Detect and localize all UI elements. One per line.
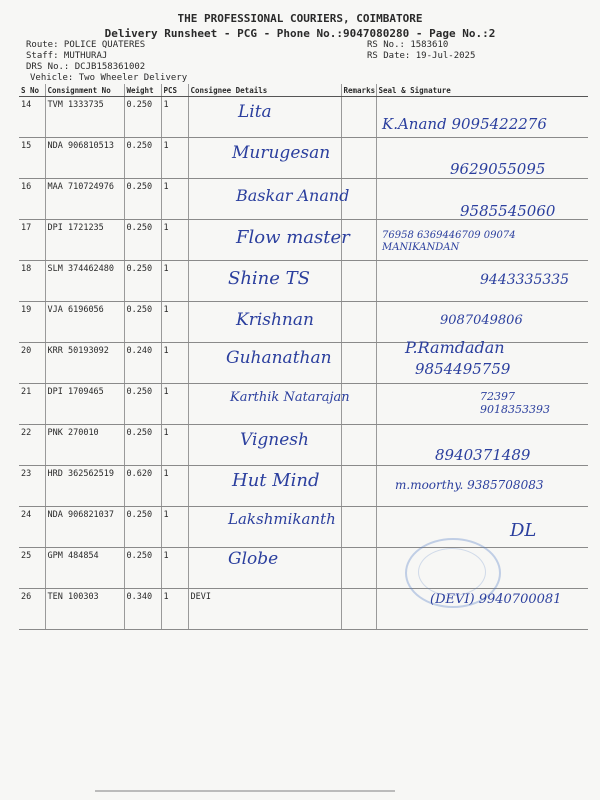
weight-cell: 0.250 <box>124 138 161 179</box>
pcs-cell: 1 <box>161 589 188 630</box>
handwritten-signature: 76958 6369446709 09074 MANIKANDAN <box>382 230 516 253</box>
sno-cell: 18 <box>19 261 45 302</box>
handwritten-name: Lita <box>238 102 272 122</box>
col-header-remarks: Remarks <box>341 84 376 97</box>
handwritten-name: Shine TS <box>228 268 310 289</box>
table-header-row <box>19 84 588 97</box>
remarks-cell <box>341 302 376 343</box>
meta-right <box>367 40 475 62</box>
weight-cell: 0.250 <box>124 220 161 261</box>
handwritten-signature: 9443335335 <box>480 272 570 288</box>
signature-cell <box>376 507 588 548</box>
consignment-cell: DPI 1709465 <box>45 384 124 425</box>
handwritten-signature: 8940371489 <box>435 446 531 464</box>
handwritten-signature: (DEVI) 9940700081 <box>430 592 562 607</box>
sno-cell: 26 <box>19 589 45 630</box>
company-title: THE PROFESSIONAL COURIERS, COIMBATORE <box>177 12 423 25</box>
handwritten-signature: K.Anand 9095422276 <box>382 115 547 133</box>
consignment-cell: TEN 100303 <box>45 589 124 630</box>
weight-cell: 0.250 <box>124 384 161 425</box>
col-header-signature: Seal & Signature <box>376 84 588 97</box>
handwritten-name: Guhanathan <box>226 348 332 368</box>
pcs-cell: 1 <box>161 507 188 548</box>
sno-cell: 25 <box>19 548 45 589</box>
vehicle-text: Vehicle: Two Wheeler Delivery <box>30 73 188 83</box>
col-header-pcs: PCS <box>161 84 188 97</box>
table-row <box>19 548 588 589</box>
staff-text: Staff: MUTHURAJ <box>26 51 108 61</box>
handwritten-signature: 9087049806 <box>440 313 523 328</box>
sno-cell: 24 <box>19 507 45 548</box>
remarks-cell <box>341 507 376 548</box>
consignment-cell: PNK 270010 <box>45 425 124 466</box>
handwritten-name: Karthik Natarajan <box>230 390 350 405</box>
handwritten-name: Flow master <box>236 227 350 248</box>
pcs-cell: 1 <box>161 548 188 589</box>
sno-cell: 22 <box>19 425 45 466</box>
consignment-cell: HRD 362562519 <box>45 466 124 507</box>
weight-cell: 0.250 <box>124 425 161 466</box>
handwritten-signature: DL <box>510 520 537 541</box>
pcs-cell: 1 <box>161 343 188 384</box>
weight-cell: 0.250 <box>124 261 161 302</box>
remarks-cell <box>341 97 376 138</box>
pcs-cell: 1 <box>161 466 188 507</box>
weight-cell: 0.620 <box>124 466 161 507</box>
drs-text: DRS No.: DCJB158361002 <box>26 62 146 72</box>
pcs-cell: 1 <box>161 97 188 138</box>
handwritten-signature: P.Ramdadan <box>405 338 505 357</box>
consignment-cell: KRR 50193092 <box>45 343 124 384</box>
sno-cell: 23 <box>19 466 45 507</box>
sno-cell: 17 <box>19 220 45 261</box>
handwritten-signature: 9629055095 <box>450 160 546 178</box>
pcs-cell: 1 <box>161 425 188 466</box>
weight-cell: 0.250 <box>124 507 161 548</box>
remarks-cell <box>341 589 376 630</box>
handwritten-name: Vignesh <box>240 430 309 450</box>
pcs-cell: 1 <box>161 138 188 179</box>
handwritten-signature: m.moorthy. 9385708083 <box>395 478 544 492</box>
rs-no-text: RS No.: 1583610 <box>367 40 449 50</box>
remarks-cell <box>341 466 376 507</box>
sno-cell: 16 <box>19 179 45 220</box>
sno-cell: 20 <box>19 343 45 384</box>
footer-mark <box>95 790 395 792</box>
consignment-cell: MAA 710724976 <box>45 179 124 220</box>
consignment-cell: SLM 374462480 <box>45 261 124 302</box>
weight-cell: 0.250 <box>124 179 161 220</box>
pcs-cell: 1 <box>161 261 188 302</box>
weight-cell: 0.250 <box>124 97 161 138</box>
sno-cell: 21 <box>19 384 45 425</box>
handwritten-signature: 9585545060 <box>460 202 556 220</box>
handwritten-name: Murugesan <box>232 143 331 163</box>
pcs-cell: 1 <box>161 220 188 261</box>
weight-cell: 0.250 <box>124 548 161 589</box>
pcs-cell: 1 <box>161 302 188 343</box>
col-header-consignee: Consignee Details <box>188 84 341 97</box>
handwritten-name: Baskar Anand <box>236 186 350 205</box>
handwritten-name: Globe <box>228 549 279 569</box>
sno-cell: 14 <box>19 97 45 138</box>
consignment-cell: NDA 906821037 <box>45 507 124 548</box>
weight-cell: 0.250 <box>124 302 161 343</box>
meta-left <box>26 40 145 73</box>
handwritten-name: Hut Mind <box>232 470 320 491</box>
remarks-cell <box>341 548 376 589</box>
runsheet-subtitle: Delivery Runsheet - PCG - Phone No.:9047080280 - Page No.:2 <box>104 27 496 40</box>
consignment-cell: GPM 484854 <box>45 548 124 589</box>
consignee-cell: DEVI <box>188 589 341 630</box>
remarks-cell <box>341 425 376 466</box>
sno-cell: 19 <box>19 302 45 343</box>
route-text: Route: POLICE QUATERES <box>26 40 146 50</box>
remarks-cell <box>341 261 376 302</box>
weight-cell: 0.340 <box>124 589 161 630</box>
handwritten-name: Krishnan <box>236 310 314 330</box>
handwritten-name: Lakshmikanth <box>228 510 336 528</box>
handwritten-signature: 9854495759 <box>415 360 511 378</box>
col-header-consignment: Consignment No <box>45 84 124 97</box>
remarks-cell <box>341 343 376 384</box>
seal-stamp-inner <box>418 548 486 596</box>
pcs-cell: 1 <box>161 384 188 425</box>
col-header-weight: Weight <box>124 84 161 97</box>
col-header-sno: S No <box>19 84 45 97</box>
handwritten-signature: 72397 9018353393 <box>480 390 550 416</box>
rs-date-text: RS Date: 19-Jul-2025 <box>367 51 476 61</box>
consignment-cell: VJA 6196056 <box>45 302 124 343</box>
weight-cell: 0.240 <box>124 343 161 384</box>
pcs-cell: 1 <box>161 179 188 220</box>
sno-cell: 15 <box>19 138 45 179</box>
consignment-cell: NDA 906810513 <box>45 138 124 179</box>
remarks-cell <box>341 138 376 179</box>
consignment-cell: TVM 1333735 <box>45 97 124 138</box>
consignment-cell: DPI 1721235 <box>45 220 124 261</box>
